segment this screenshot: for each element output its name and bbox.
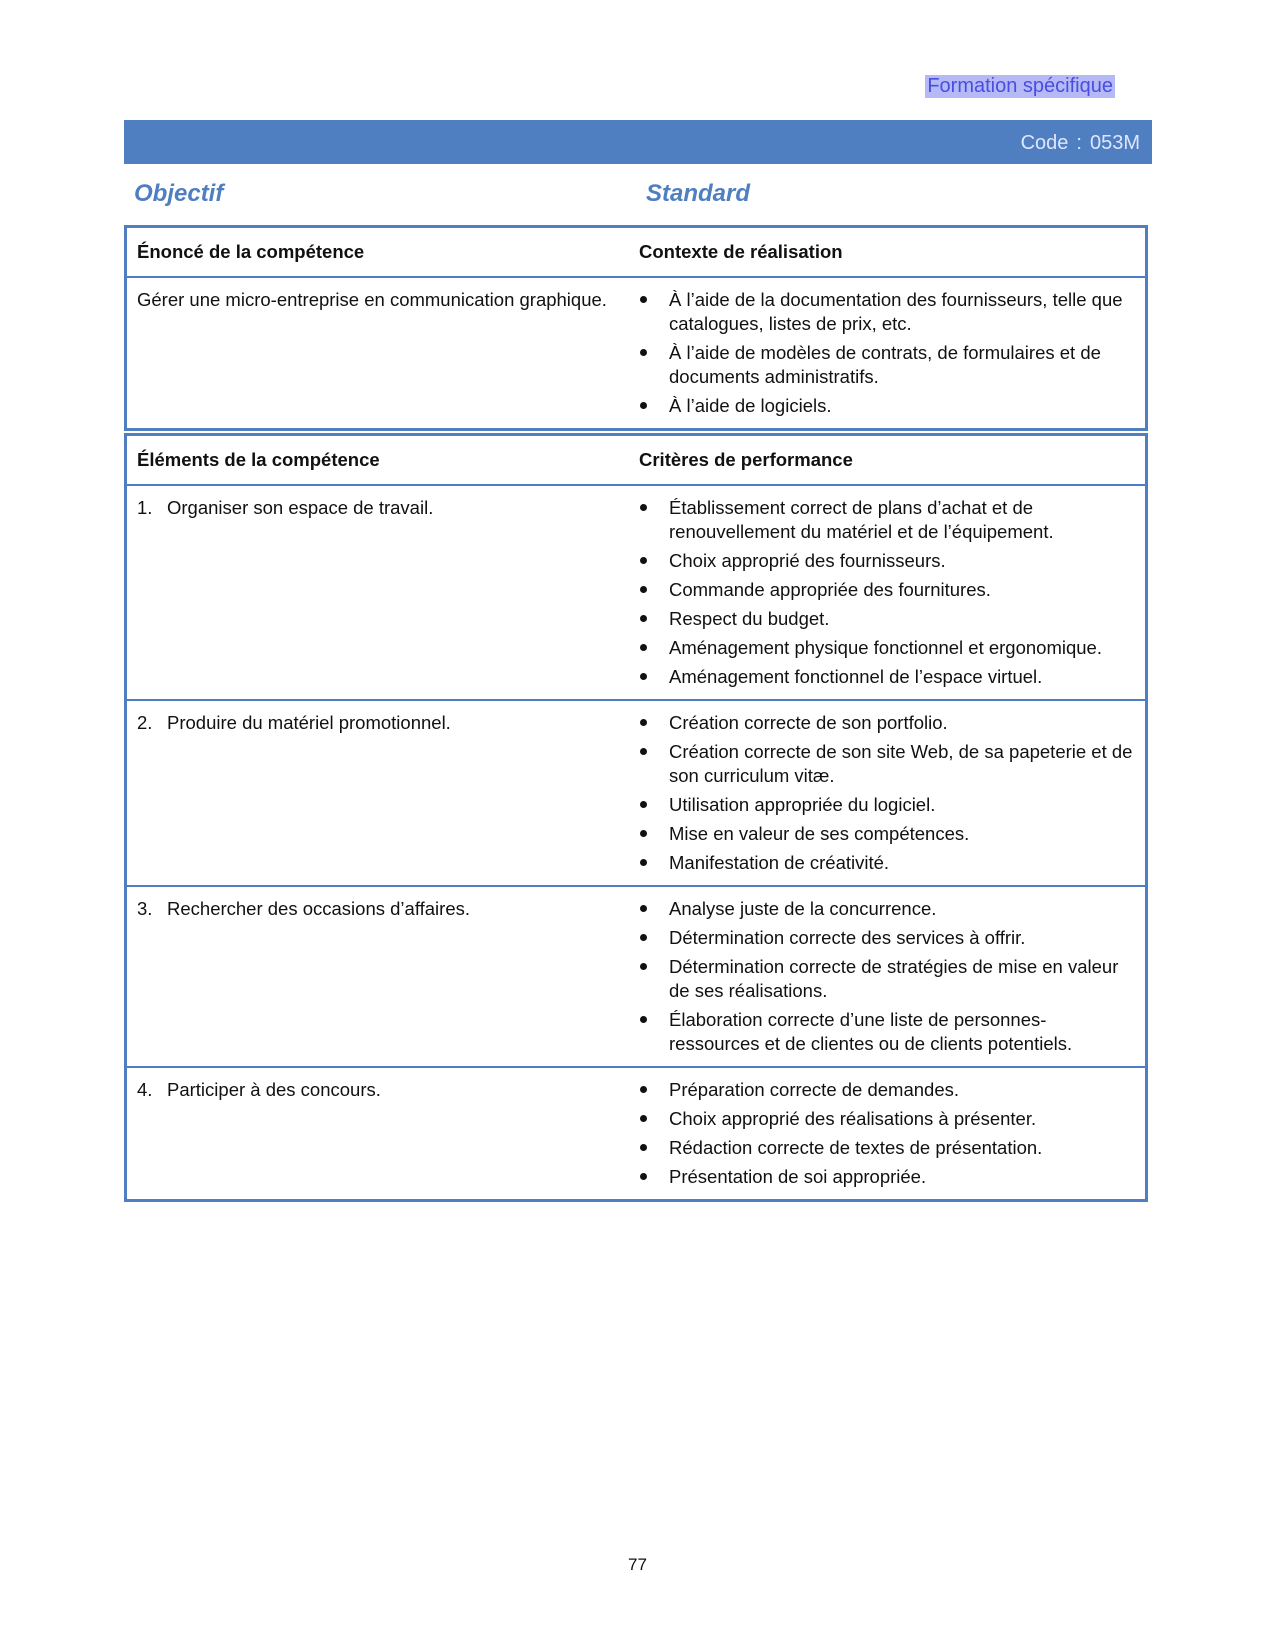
context-list xyxy=(639,288,1133,418)
elements-table xyxy=(124,433,1148,1202)
element-item xyxy=(137,496,631,520)
element-number: 1. xyxy=(137,497,153,518)
list-item: Respect du budget. xyxy=(639,607,1133,631)
element-number: 3. xyxy=(137,898,153,919)
list-item: À l’aide de modèles de contrats, de formulaires et de documents administratifs. xyxy=(639,341,1133,389)
elements-header: Éléments de la compétence xyxy=(137,449,380,470)
list-item: Aménagement fonctionnel de l’espace virtuel. xyxy=(639,665,1133,689)
element-item xyxy=(137,1078,631,1102)
list-item: Rédaction correcte de textes de présentation. xyxy=(639,1136,1133,1160)
competence-table-body xyxy=(127,276,1145,428)
list-item: Choix approprié des réalisations à présenter. xyxy=(639,1107,1133,1131)
standard-heading: Standard xyxy=(646,180,751,207)
header-subtitle: Formation spécifique xyxy=(927,75,1113,97)
element-item xyxy=(137,897,631,921)
list-item: Utilisation appropriée du logiciel. xyxy=(639,793,1133,817)
element-number: 4. xyxy=(137,1079,153,1100)
code-value: 053M xyxy=(1089,132,1140,154)
element-text: Participer à des concours. xyxy=(167,1079,381,1100)
element-text: Produire du matériel promotionnel. xyxy=(167,712,451,733)
list-item: Aménagement physique fonctionnel et ergonomique. xyxy=(639,636,1133,660)
criteria-list xyxy=(639,711,1133,875)
element-item xyxy=(137,711,631,735)
code-label: Code xyxy=(1020,132,1069,154)
competence-table xyxy=(124,225,1148,431)
list-item: Analyse juste de la concurrence. xyxy=(639,897,1133,921)
competence-statement-header: Énoncé de la compétence xyxy=(137,241,365,262)
list-item: Manifestation de créativité. xyxy=(639,851,1133,875)
list-item: Mise en valeur de ses compétences. xyxy=(639,822,1133,846)
list-item: Création correcte de son site Web, de sa papeterie et de son curriculum vitæ. xyxy=(639,740,1133,788)
criteria-list xyxy=(639,897,1133,1056)
list-item: Présentation de soi appropriée. xyxy=(639,1165,1133,1189)
criteria-header: Critères de performance xyxy=(639,449,853,470)
list-item: Élaboration correcte d’une liste de personnes-ressources et de clientes ou de clients potentiels. xyxy=(639,1008,1133,1056)
element-number: 2. xyxy=(137,712,153,733)
criteria-list xyxy=(639,496,1133,689)
table-row xyxy=(127,885,1145,1066)
table-row xyxy=(127,699,1145,885)
list-item: À l’aide de la documentation des fournisseurs, telle que catalogues, listes de prix, etc. xyxy=(639,288,1133,336)
code-separator: : xyxy=(1076,132,1082,154)
objective-heading: Objectif xyxy=(134,180,224,207)
competence-statement: Gérer une micro-entreprise en communication graphique. xyxy=(137,289,607,310)
list-item: Création correcte de son portfolio. xyxy=(639,711,1133,735)
list-item: Préparation correcte de demandes. xyxy=(639,1078,1133,1102)
elements-table-header xyxy=(127,436,1145,484)
list-item: Détermination correcte des services à offrir. xyxy=(639,926,1133,950)
list-item: Choix approprié des fournisseurs. xyxy=(639,549,1133,573)
table-row xyxy=(127,484,1145,699)
element-text: Rechercher des occasions d’affaires. xyxy=(167,898,471,919)
list-item: À l’aide de logiciels. xyxy=(639,394,1133,418)
program-code xyxy=(1021,132,1140,155)
list-item: Établissement correct de plans d’achat et de renouvellement du matériel et de l’équipement. xyxy=(639,496,1133,544)
context-header: Contexte de réalisation xyxy=(639,241,843,262)
list-item: Détermination correcte de stratégies de mise en valeur de ses réalisations. xyxy=(639,955,1133,1003)
header-bar xyxy=(124,120,1152,164)
element-text: Organiser son espace de travail. xyxy=(167,497,434,518)
page-number: 77 xyxy=(628,1555,647,1574)
list-item: Commande appropriée des fournitures. xyxy=(639,578,1133,602)
competence-table-header xyxy=(127,228,1145,276)
criteria-list xyxy=(639,1078,1133,1189)
table-row xyxy=(127,1066,1145,1199)
